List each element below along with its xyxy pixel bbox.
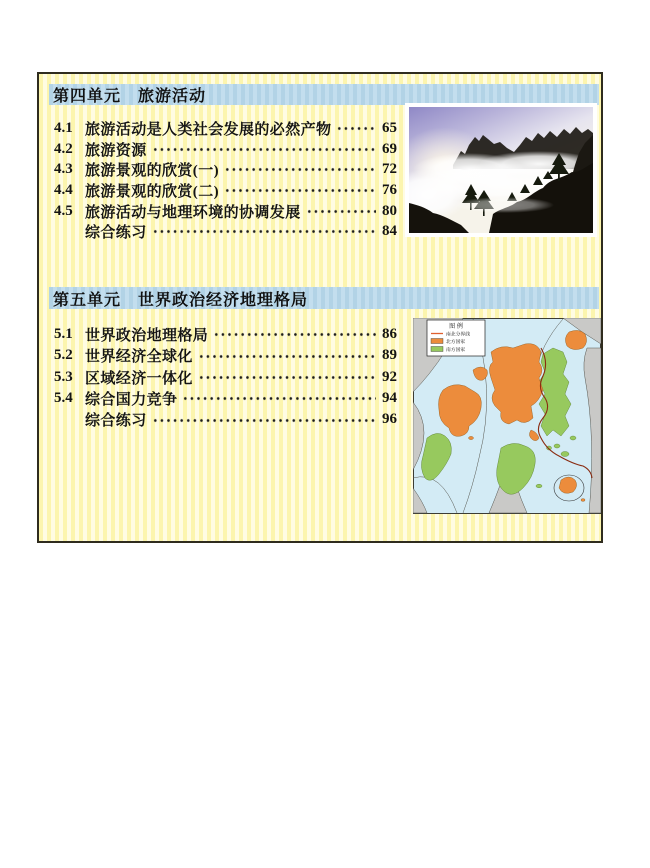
entry-number: 5.2	[54, 347, 73, 364]
mountain-photo-art	[409, 107, 593, 233]
legend-label-south: 南方国家	[446, 348, 466, 353]
dot-leader	[224, 180, 376, 201]
entry-title: 综合练习	[85, 413, 147, 430]
north-south-world-map	[413, 318, 601, 514]
entry-title: 世界政治地理格局	[85, 328, 209, 345]
dot-leader	[306, 201, 376, 222]
entry-number: 4.4	[54, 181, 73, 198]
entry-page-number: 84	[382, 223, 397, 240]
unit5-toc-list	[54, 324, 397, 430]
dot-leader	[152, 221, 376, 242]
toc-entry-4-4	[54, 180, 397, 201]
entry-page-number: 80	[382, 202, 397, 219]
legend-label-divide: 南北分界线	[446, 332, 470, 338]
misty-mountains-photo	[405, 103, 597, 237]
legend-green-swatch	[431, 347, 443, 352]
unit4-toc-list	[54, 118, 397, 242]
entry-page-number: 65	[382, 119, 397, 136]
entry-title: 旅游资源	[85, 142, 147, 159]
unit4-label: 第四单元	[53, 88, 122, 105]
toc-entry-5-1	[54, 324, 397, 345]
dot-leader	[152, 409, 376, 430]
toc-entry-4-practice	[54, 221, 397, 242]
unit5-label: 第五单元	[53, 291, 122, 309]
entry-title: 旅游景观的欣赏(二)	[85, 183, 219, 200]
entry-title: 旅游景观的欣赏(一)	[85, 163, 219, 180]
legend-label-north: 北方国家	[446, 340, 466, 345]
dot-leader	[213, 324, 376, 345]
entry-number: 5.4	[54, 390, 73, 407]
dot-leader	[198, 345, 376, 366]
toc-entry-5-2	[54, 345, 397, 366]
entry-number: 5.3	[54, 368, 73, 385]
entry-title: 旅游活动与地理环境的协调发展	[85, 204, 301, 221]
toc-entry-5-4	[54, 388, 397, 409]
world-map-art	[413, 318, 601, 514]
entry-title: 旅游活动是人类社会发展的必然产物	[85, 121, 332, 138]
dot-leader	[198, 367, 376, 388]
entry-title: 综合练习	[85, 225, 147, 242]
entry-number: 4.1	[54, 119, 73, 136]
toc-content-box	[37, 72, 603, 543]
unit5-title: 世界政治经济地理格局	[138, 291, 309, 309]
entry-page-number: 92	[382, 368, 397, 385]
entry-page-number: 76	[382, 181, 397, 198]
unit4-title: 旅游活动	[138, 88, 207, 105]
legend-orange-swatch	[431, 339, 443, 344]
toc-entry-4-3	[54, 159, 397, 180]
dot-leader	[152, 139, 376, 160]
toc-entry-5-3	[54, 367, 397, 388]
entry-page-number: 86	[382, 326, 397, 343]
toc-entry-4-1	[54, 118, 397, 139]
unit5-header-bar	[49, 287, 599, 309]
legend-title: 图 例	[449, 324, 463, 330]
entry-page-number: 94	[382, 390, 397, 407]
entry-number: 5.1	[54, 326, 73, 343]
entry-page-number: 89	[382, 347, 397, 364]
entry-number: 4.2	[54, 140, 73, 157]
dot-leader	[224, 159, 376, 180]
toc-entry-4-2	[54, 139, 397, 160]
entry-number: 4.5	[54, 202, 73, 219]
entry-page-number: 72	[382, 161, 397, 178]
toc-entry-4-5	[54, 201, 397, 222]
entry-page-number: 96	[382, 411, 397, 428]
toc-entry-5-practice	[54, 409, 397, 430]
dot-leader	[182, 388, 376, 409]
entry-title: 综合国力竞争	[85, 392, 178, 409]
entry-title: 世界经济全球化	[85, 349, 193, 366]
entry-page-number: 69	[382, 140, 397, 157]
entry-number: 4.3	[54, 161, 73, 178]
unit4-header-bar	[49, 84, 599, 105]
dot-leader	[336, 118, 376, 139]
map-legend	[427, 320, 485, 356]
entry-title: 区域经济一体化	[85, 370, 193, 387]
